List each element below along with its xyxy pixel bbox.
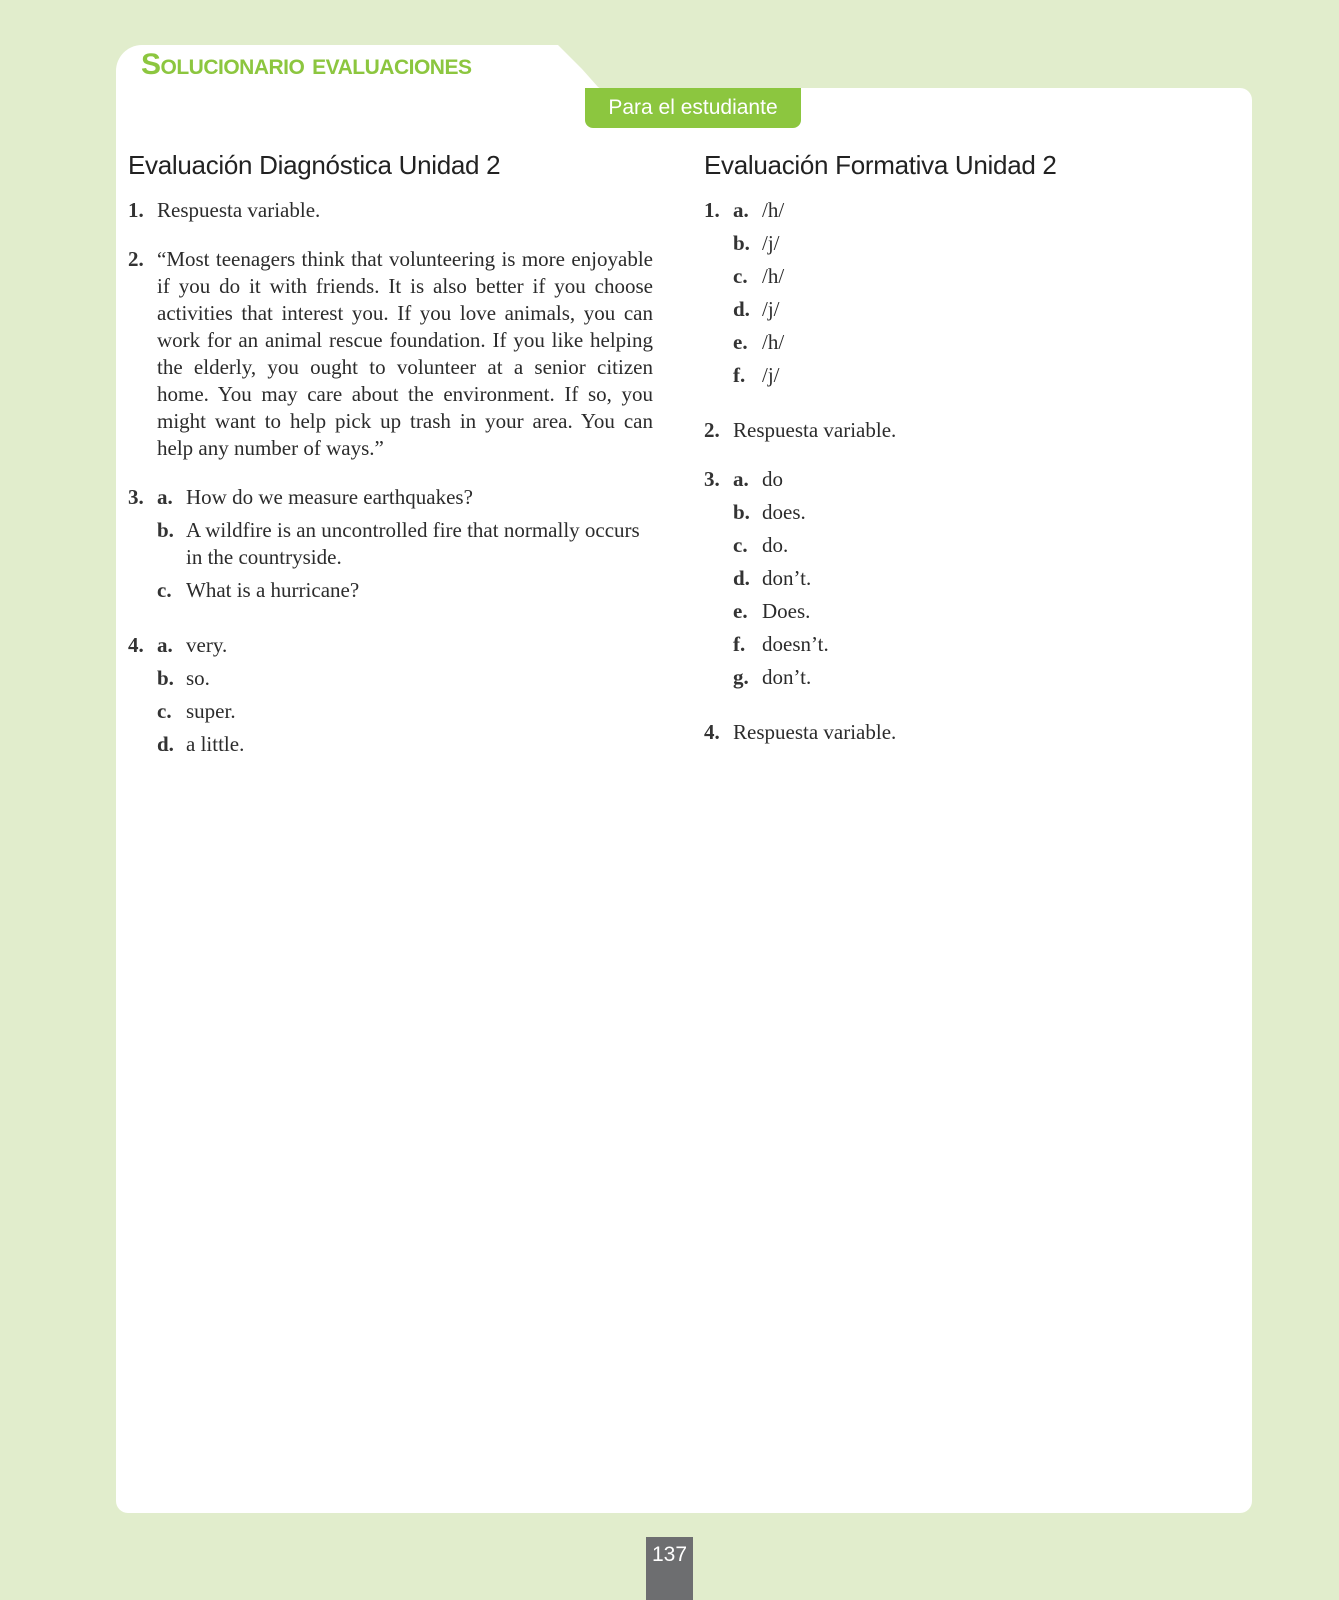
item-text: /j/ [762, 297, 780, 321]
question-number: 4. [704, 720, 720, 744]
answer-item [733, 565, 1229, 592]
answer-item [157, 665, 653, 692]
answer-text: “Most teenagers think that volunteering is more enjoyable if you do it with friends. It is also better if you choose activities that interest you. If you love animals, you can work for an animal rescue foundation. If you like helping the elderly, you ought to volunteer at a senior citizen home. You may care about the environment. If so, you might want to help pick up trash in your area. You can help any number of ways.” [157, 247, 653, 460]
answer-item [733, 631, 1229, 658]
item-letter: g. [733, 665, 749, 689]
answer-item [733, 598, 1229, 625]
formative-heading: Evaluación Formativa Unidad 2 [704, 150, 1057, 180]
item-text: /j/ [762, 231, 780, 255]
item-letter: a. [733, 198, 749, 222]
question-number: 2. [704, 418, 720, 442]
item-text: /j/ [762, 363, 780, 387]
formative-question-4 [704, 719, 1229, 746]
answer-item [733, 263, 1229, 290]
answer-item [733, 466, 1229, 493]
answer-item [157, 484, 653, 511]
answer-item [733, 329, 1229, 356]
question-number: 4. [128, 633, 144, 657]
item-letter: b. [157, 666, 174, 690]
item-letter: d. [157, 732, 174, 756]
question-number: 3. [704, 467, 720, 491]
diagnostic-column [128, 150, 653, 786]
formative-question-1 [704, 197, 1229, 395]
item-letter: c. [157, 578, 172, 602]
item-text: do. [762, 533, 789, 557]
answer-item [157, 517, 653, 571]
item-letter: d. [733, 566, 750, 590]
answer-item [733, 296, 1229, 323]
question-number: 3. [128, 485, 144, 509]
item-text: super. [186, 699, 236, 723]
answer-item [733, 197, 1229, 224]
item-letter: e. [733, 599, 748, 623]
page-number: 137 [646, 1537, 693, 1600]
item-text: /h/ [762, 198, 785, 222]
question-number: 2. [128, 247, 144, 271]
item-text: do [762, 467, 783, 491]
item-letter: b. [733, 231, 750, 255]
item-text: A wildfire is an uncontrolled fire that normally occurs in the countryside. [186, 518, 640, 569]
formative-column [704, 150, 1229, 768]
diagnostic-question-1 [128, 197, 653, 224]
item-text: doesn’t. [762, 632, 829, 656]
item-letter: c. [733, 533, 748, 557]
item-letter: a. [733, 467, 749, 491]
item-text: so. [186, 666, 210, 690]
question-number: 1. [704, 198, 720, 222]
answer-item [157, 577, 653, 604]
item-letter: b. [733, 500, 750, 524]
question-number: 1. [128, 198, 144, 222]
diagnostic-question-4 [128, 632, 653, 764]
item-letter: a. [157, 633, 173, 657]
item-letter: f. [733, 363, 746, 387]
answer-item [733, 362, 1229, 389]
item-letter: e. [733, 330, 748, 354]
item-letter: f. [733, 632, 746, 656]
item-text: Does. [762, 599, 811, 623]
item-text: very. [186, 633, 228, 657]
item-text: What is a hurricane? [186, 578, 360, 602]
audience-badge: Para el estudiante [585, 88, 801, 128]
item-text: a little. [186, 732, 245, 756]
item-text: don’t. [762, 566, 812, 590]
answer-item [733, 499, 1229, 526]
item-text: How do we measure earthquakes? [186, 485, 473, 509]
item-letter: c. [733, 264, 748, 288]
diagnostic-question-2 [128, 246, 653, 462]
answer-text: Respuesta variable. [157, 198, 321, 222]
formative-question-3 [704, 466, 1229, 697]
answer-item [157, 632, 653, 659]
answer-item [733, 230, 1229, 257]
item-text: don’t. [762, 665, 812, 689]
item-letter: c. [157, 699, 172, 723]
item-letter: d. [733, 297, 750, 321]
item-letter: a. [157, 485, 173, 509]
diagnostic-heading: Evaluación Diagnóstica Unidad 2 [128, 150, 501, 180]
answer-item [157, 698, 653, 725]
item-text: /h/ [762, 264, 785, 288]
answer-item [733, 532, 1229, 559]
diagnostic-question-3 [128, 484, 653, 610]
item-text: /h/ [762, 330, 785, 354]
answer-item [733, 664, 1229, 691]
answer-item [157, 731, 653, 758]
item-letter: b. [157, 518, 174, 542]
answer-text: Respuesta variable. [733, 720, 897, 744]
page-title: Solucionario evaluaciones [141, 48, 472, 81]
answer-text: Respuesta variable. [733, 418, 897, 442]
formative-question-2 [704, 417, 1229, 444]
item-text: does. [762, 500, 806, 524]
